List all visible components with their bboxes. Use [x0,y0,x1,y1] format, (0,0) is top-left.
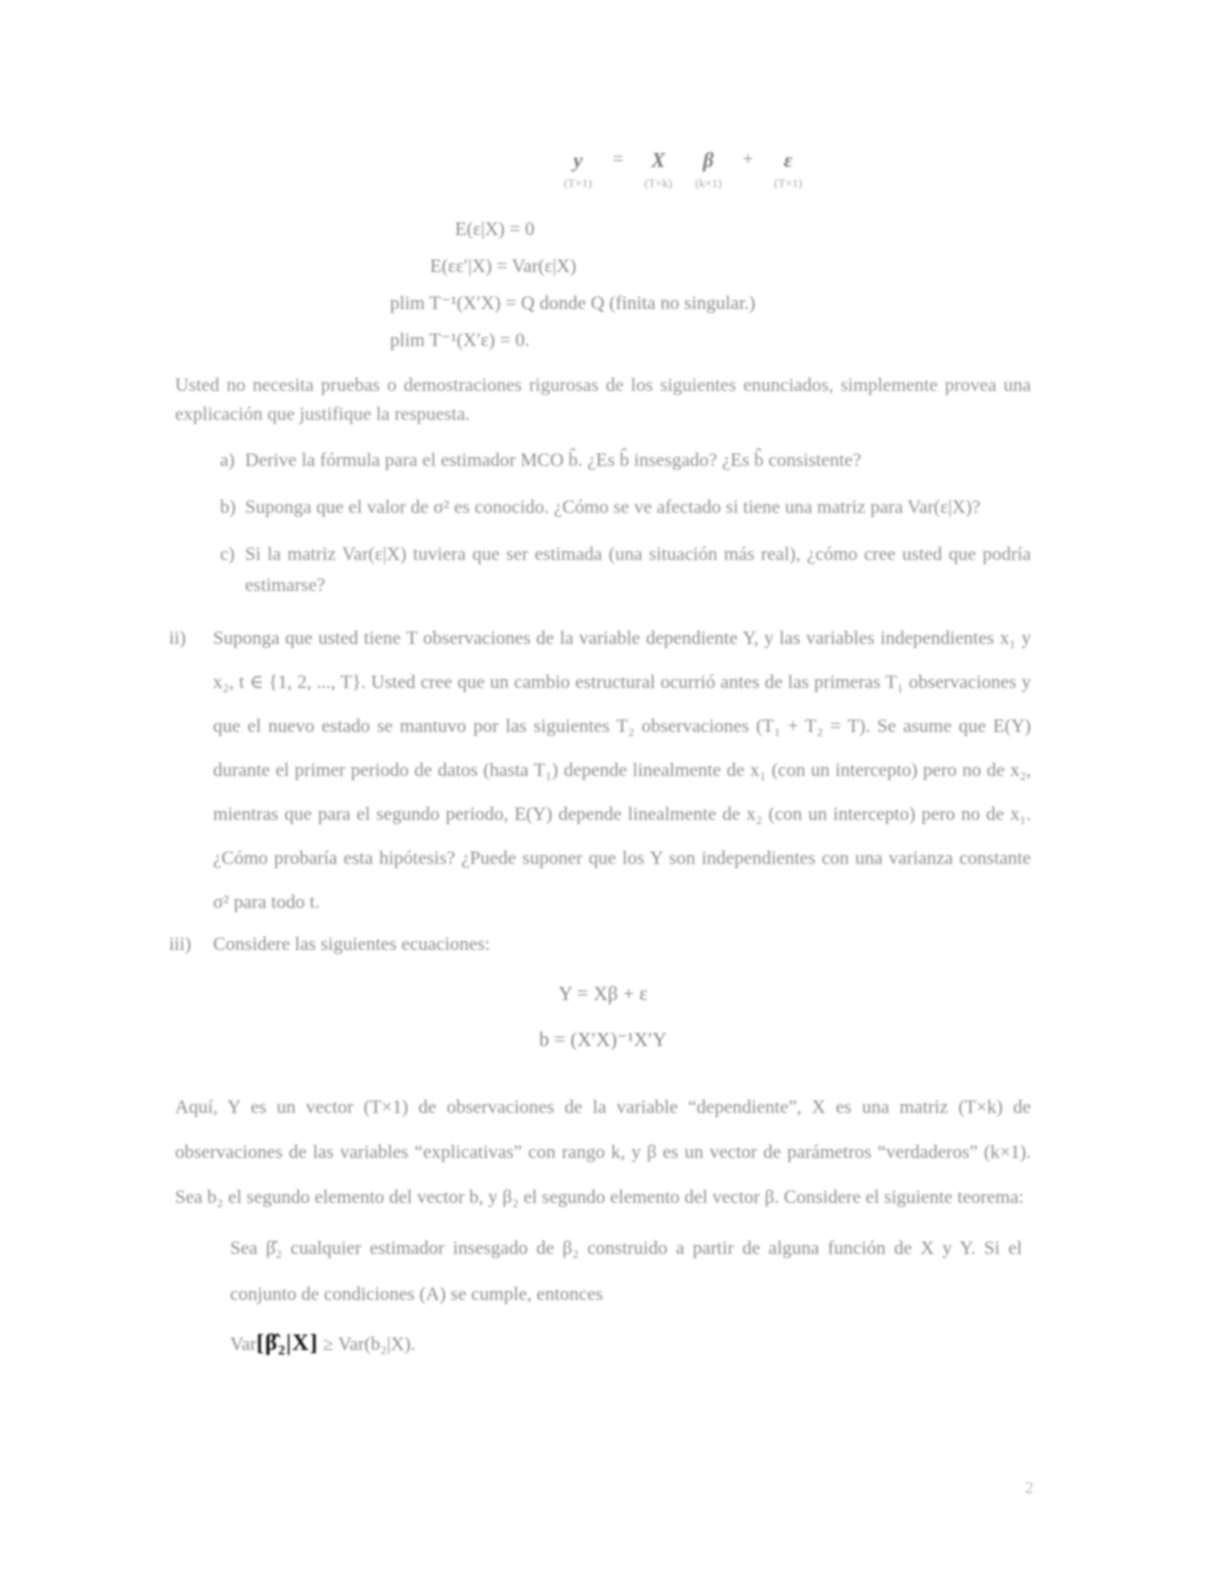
equation-dimension: (k×1) [695,176,722,190]
equation-dimension: (T×1) [774,176,803,190]
assumption-line: E(ε|X) = 0 [455,219,535,240]
item-text: Considere las siguientes ecuaciones: [213,934,491,955]
equation-term-beta [695,148,722,191]
equation-symbol: ε [783,148,793,172]
model-equation [255,148,1111,191]
display-equations [175,971,1031,1063]
theorem-result-prefix: Var [230,1334,257,1355]
page-content [169,0,1031,1368]
item-label: a) [220,450,235,471]
item-label: ii) [169,628,186,649]
sub-item-list [175,445,1031,601]
equation-line: b = (X′X)⁻¹X′Y [539,1029,667,1051]
plus-sign: + [742,149,754,170]
equation-dimension: (T×1) [563,176,592,190]
item-label: c) [220,544,235,565]
item-text: Derive la fórmula para el estimador MCO b̂. ¿Es b̂ insesgado? ¿Es b̂ consistente? [245,450,862,471]
equation-line: Y = Xβ + ε [558,983,648,1005]
item-text: Suponga que usted tiene T observaciones de la variable dependiente Y, y las variables independientes x₁ y x₂, t ∈ {1, 2, ..., T}. Usted cree que un cambio estructural ocurrió antes de las primeras T₁ observaciones y que el nuevo estado se mantuvo por las siguientes T₂ observaciones (T₁ + T₂ = T). Se asume que E(Y) durante el primer periodo de datos (hasta T₁) depende linealmente de x₁ (con un intercepto) pero no de x₂, mientras que para el segundo periodo, E(Y) depende linealmente de x₂ (con un intercepto) pero no de x₁. ¿Cómo probaría esta hipótesis? ¿Puede suponer que los Y son independientes con una varianza constante σ² para todo t. [213,628,1031,913]
item-text: Si la matriz Var(ε|X) tuviera que ser estimada (una situación más real), ¿cómo cree usted que podría estimarse? [245,544,1031,596]
theorem-result-rest: ≥ Var(b₂|X). [318,1334,416,1355]
list-item-ii [169,617,1031,925]
equals-sign: = [612,149,624,170]
item-text: Suponga que el valor de σ² es conocido. ¿Cómo se ve afectado si tiene una matriz para Var(ε|X)? [245,497,981,518]
theorem-result-bracketed: [β̂₂|X] [256,1330,319,1355]
equation-symbol: y [573,148,583,172]
item-label: b) [220,497,236,518]
assumption-list [390,211,1031,359]
equation-dimension: (T×k) [644,176,673,190]
intro-paragraph: Usted no necesita pruebas o demostraciones rigurosas de los siguientes enunciados, simplemente provea una explicación que justifique la respuesta. [175,375,1031,425]
assumption-line: plim T⁻¹(X′X) = Q donde Q (finita no singular.) [390,293,756,314]
equation-symbol: X [651,148,666,172]
assumption-line: plim T⁻¹(X′ε) = 0. [390,330,530,351]
equation-term-epsilon [774,148,802,191]
equation-symbol: β [703,148,714,172]
equation-term-x [644,148,672,191]
page-number: 2 [1025,1478,1034,1497]
list-item-a [175,445,1031,476]
equation-term-y [564,148,592,191]
explanation-paragraph: Aquí, Y es un vector (T×1) de observaciones de la variable “dependiente”, X es una matriz (T×k) de observaciones de las variables “explicativas” con rango k, y β es un vector de parámetros “verdaderos” (k×1). Sea b₂ el segundo elemento del vector b, y β₂ el segundo elemento del vector β. Considere el siguiente teorema: [175,1097,1031,1208]
item-label: iii) [169,934,192,955]
theorem-result [230,1320,1031,1368]
list-item-c [175,539,1031,601]
theorem-body: Sea β̂₂ cualquier estimador insesgado de β₂ construido a partir de alguna función de X y Y. Si el conjunto de condiciones (A) se cumple, entonces [230,1238,1022,1305]
assumption-line: E(εε′|X) = Var(ε|X) [430,256,577,277]
list-item-iii [169,929,1031,961]
list-item-b [175,492,1031,523]
